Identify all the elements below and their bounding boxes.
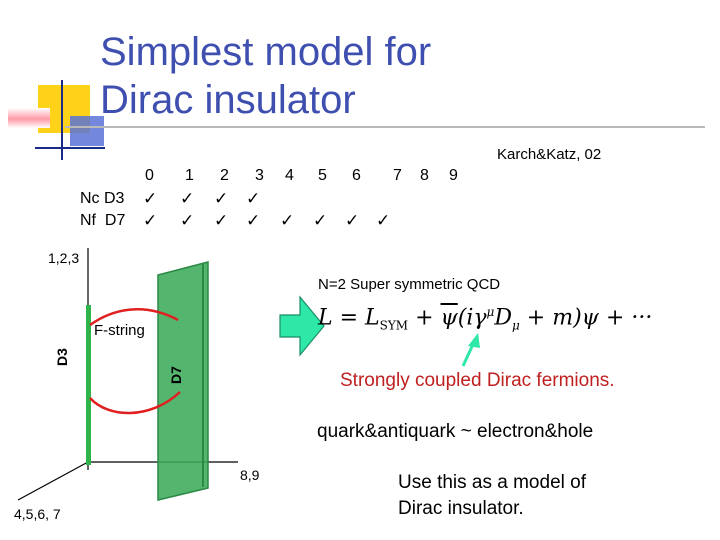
d7-label: D7 xyxy=(168,366,184,384)
axis-label-89: 8,9 xyxy=(240,467,260,483)
column-header-3: 3 xyxy=(255,167,264,184)
column-header-9: 9 xyxy=(449,167,458,184)
column-header-2: 2 xyxy=(220,167,229,184)
title-line-2: Dirac insulator xyxy=(100,78,356,122)
citation: Karch&Katz, 02 xyxy=(497,146,602,163)
column-header-0: 0 xyxy=(145,167,154,184)
check-d7-col1: ✓ xyxy=(180,211,195,230)
pointer-arrow-head xyxy=(468,333,480,348)
model-text-line-2: Dirac insulator. xyxy=(398,498,524,519)
model-text xyxy=(398,470,586,522)
column-header-5: 5 xyxy=(318,167,327,184)
axis-label-4567: 4,5,6, 7 xyxy=(14,506,61,522)
f-string-label: F-string xyxy=(94,322,145,339)
check-d7-col6: ✓ xyxy=(345,211,360,230)
theory-label: N=2 Super symmetric QCD xyxy=(318,276,501,293)
analogy-text: quark&antiquark ~ electron&hole xyxy=(317,421,594,442)
check-d7-col2: ✓ xyxy=(214,211,229,230)
column-header-4: 4 xyxy=(285,167,294,184)
d3-label: D3 xyxy=(54,348,70,366)
check-d3-col3: ✓ xyxy=(246,189,261,208)
check-d3-col0: ✓ xyxy=(143,189,158,208)
axis-label-123: 1,2,3 xyxy=(48,250,80,266)
check-d7-col5: ✓ xyxy=(313,211,328,230)
check-d7-col7: ✓ xyxy=(376,211,391,230)
column-header-1: 1 xyxy=(185,167,194,184)
lagrangian-equation: $L = L_{SYM} + \overline{\psi}(i\gamma^\mu D_\mu + m)\psi$ + ··· xyxy=(318,305,653,333)
row-label-d3: Nc D3 xyxy=(80,190,125,207)
check-d3-col1: ✓ xyxy=(180,189,195,208)
check-d3-col2: ✓ xyxy=(214,189,229,208)
d3-brane xyxy=(86,305,91,465)
column-header-6: 6 xyxy=(352,167,361,184)
row-label-d7: Nf D7 xyxy=(80,212,126,229)
check-d7-col4: ✓ xyxy=(280,211,295,230)
check-d7-col3: ✓ xyxy=(246,211,261,230)
axis-diagonal xyxy=(18,462,88,500)
title-line-1: Simplest model for xyxy=(100,30,432,74)
strongly-coupled-text: Strongly coupled Dirac fermions. xyxy=(340,370,615,391)
column-header-8: 8 xyxy=(420,167,429,184)
column-header-7: 7 xyxy=(393,167,402,184)
check-d7-col0: ✓ xyxy=(143,211,158,230)
model-text-line-1: Use this as a model of xyxy=(398,472,586,493)
